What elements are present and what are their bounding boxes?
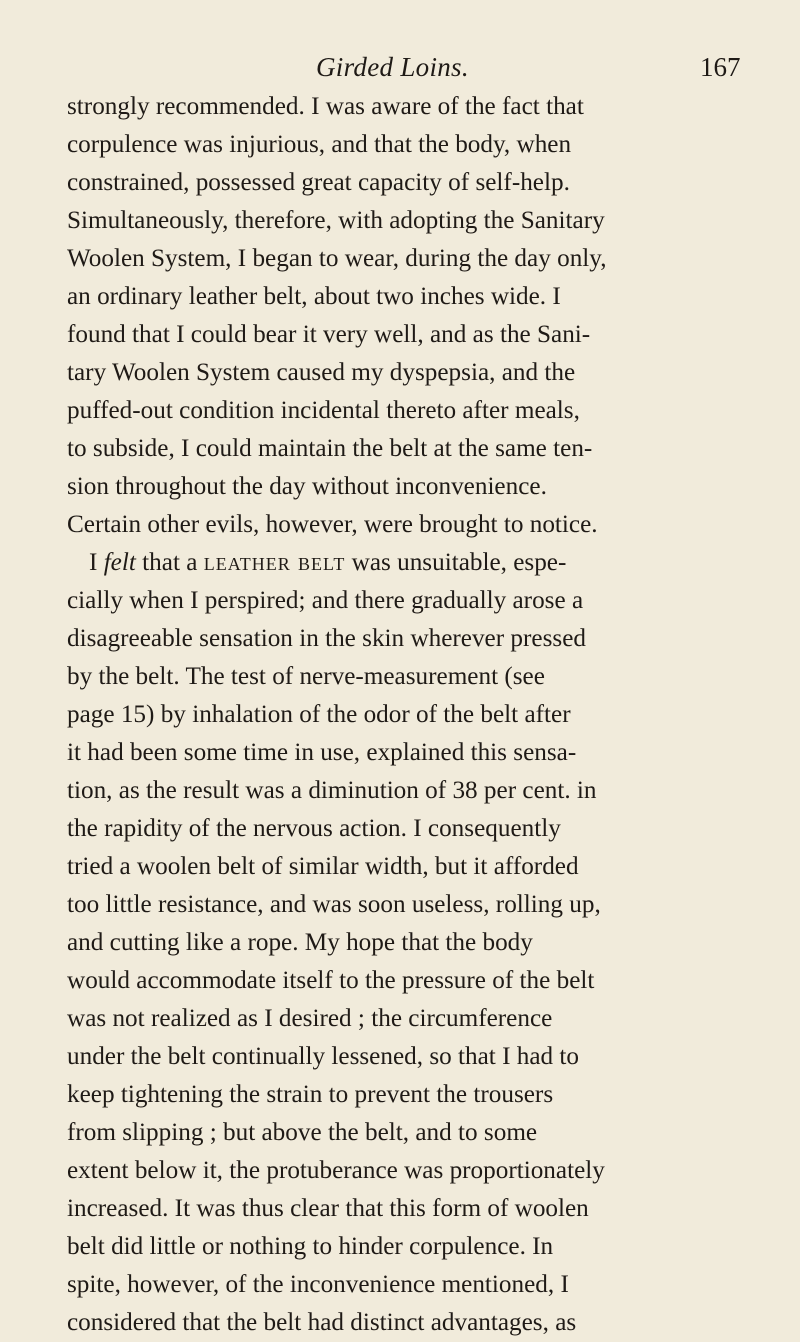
text-line-2: corpulence was injurious, and that the body, when <box>67 131 572 158</box>
text-run: that a <box>135 549 204 576</box>
running-head <box>316 47 792 87</box>
text-line-21: tried a woolen belt of similar width, but it afforded <box>67 853 579 880</box>
text-line-31: belt did little or nothing to hinder corpulence. In <box>67 1233 554 1260</box>
text-line-28: from slipping ; but above the belt, and to some <box>67 1119 538 1146</box>
text-line-32: spite, however, of the inconvenience mentioned, I <box>67 1271 569 1298</box>
text-line-4: Simultaneously, therefore, with adopting the Sanitary <box>67 207 605 234</box>
text-line-24: would accommodate itself to the pressure of the belt <box>67 967 595 994</box>
text-line-25: was not realized as I desired ; the circumference <box>67 1005 553 1032</box>
text-run: was unsuitable, espe- <box>345 549 567 576</box>
text-line-14: cially when I perspired; and there gradually arose a <box>67 587 584 614</box>
text-run: I <box>89 549 104 576</box>
text-line-9: puffed-out condition incidental thereto after meals, <box>67 397 580 424</box>
text-line-23: and cutting like a rope. My hope that the body <box>67 929 533 956</box>
text-line-1: strongly recommended. I was aware of the fact that <box>67 93 584 120</box>
text-line-12: Certain other evils, however, were brought to notice. <box>67 511 598 538</box>
emphasis-felt: felt <box>103 549 136 576</box>
text-line-3: constrained, possessed great capacity of self-help. <box>67 169 570 196</box>
text-line-10: to subside, I could maintain the belt at the same ten- <box>67 435 593 462</box>
text-line-11: sion throughout the day without inconvenience. <box>67 473 547 500</box>
small-caps-leather-belt: leather belt <box>203 549 346 576</box>
text-line-27: keep tightening the strain to prevent the trousers <box>67 1081 554 1108</box>
running-title: Girded Loins. <box>316 52 469 82</box>
text-line-22: too little resistance, and was soon useless, rolling up, <box>67 891 601 918</box>
text-line-16: by the belt. The test of nerve-measurement (see <box>67 663 545 690</box>
text-line-29: extent below it, the protuberance was proportionately <box>67 1157 605 1184</box>
text-line-19: tion, as the result was a diminution of 38 per cent. in <box>67 777 597 804</box>
text-line-17: page 15) by inhalation of the odor of the belt after <box>67 701 571 728</box>
text-line-18: it had been some time in use, explained this sensa- <box>67 739 577 766</box>
text-line-26: under the belt continually lessened, so that I had to <box>67 1043 580 1070</box>
text-line-15: disagreeable sensation in the skin wherever pressed <box>67 625 586 652</box>
text-line-7: found that I could bear it very well, and as the Sani- <box>67 321 591 348</box>
text-line-5: Woolen System, I began to wear, during the day only, <box>67 245 607 272</box>
text-line-33: considered that the belt had distinct advantages, as <box>67 1309 577 1336</box>
text-line-13 <box>89 544 566 582</box>
text-line-30: increased. It was thus clear that this form of woolen <box>67 1195 589 1222</box>
text-line-20: the rapidity of the nervous action. I consequently <box>67 815 561 842</box>
text-line-6: an ordinary leather belt, about two inches wide. I <box>67 283 561 310</box>
page-number: 167 <box>700 52 741 82</box>
text-line-8: tary Woolen System caused my dyspepsia, and the <box>67 359 576 386</box>
